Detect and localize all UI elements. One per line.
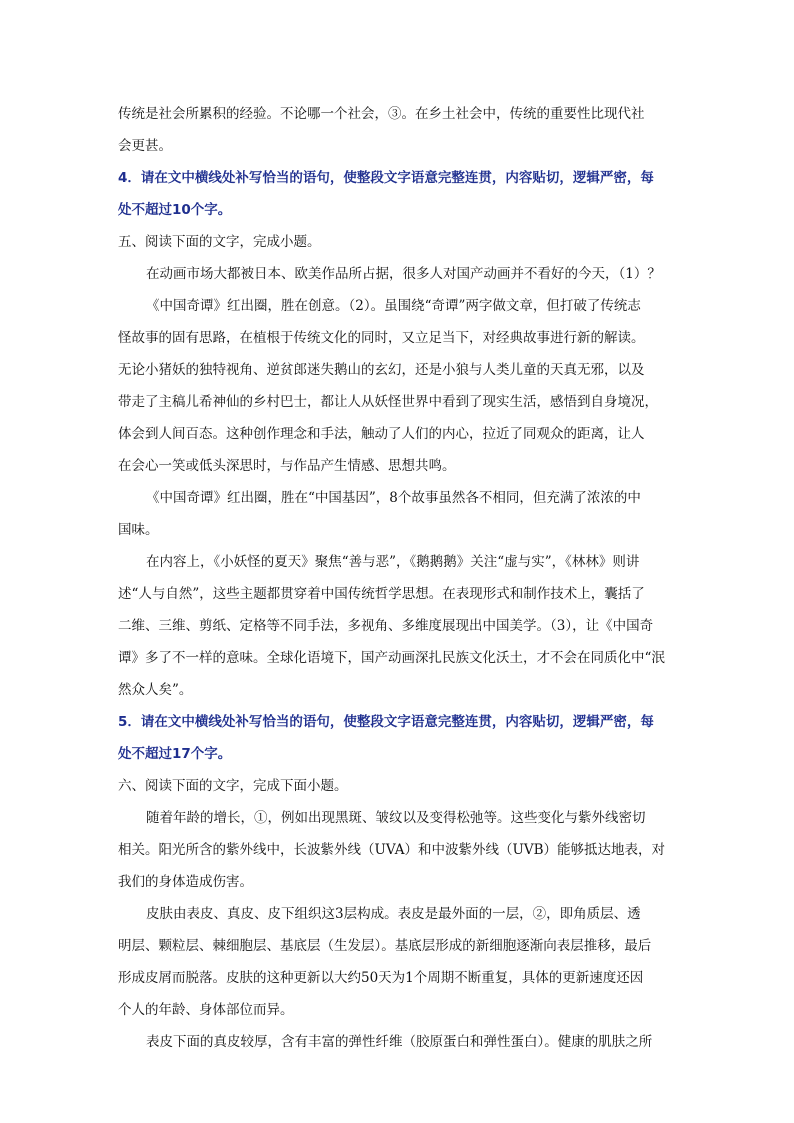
- paragraph-line: 会更甚。: [118, 138, 172, 154]
- paragraph-line: 怪故事的固有思路，在植根于传统文化的同时，又立足当下，对经典故事进行新的解读。: [118, 330, 645, 346]
- paragraph-line: 表皮下面的真皮较厚，含有丰富的弹性纤维（胶原蛋白和弹性蛋白）。健康的肌肤之所: [146, 1034, 653, 1050]
- paragraph-line: 《中国奇谭》红出圈，胜在创意。（2）。虽围绕“奇谭”两字做文章，但打破了传统志: [146, 298, 641, 314]
- paragraph-line: 谭》多了不一样的意味。全球化语境下，国产动画深扎民族文化沃土，才不会在同质化中“泯: [118, 650, 665, 666]
- paragraph-line: 传统是社会所累积的经验。不论哪一个社会，③。在乡土社会中，传统的重要性比现代社: [118, 106, 645, 122]
- paragraph-line: 带走了主稿儿希神仙的乡村巴士，都让人从妖怪世界中看到了现实生活，感悟到自身境况，: [118, 394, 658, 410]
- paragraph-line: 国味。: [118, 522, 159, 538]
- paragraph-line: 形成皮屑而脱落。皮肤的这种更新以大约50天为1个周期不断重复，具体的更新速度还因: [118, 970, 644, 986]
- paragraph-line: 二维、三维、剪纸、定格等不同手法，多视角、多维度展现出中国美学。（3），让《中国奇: [118, 618, 654, 634]
- document-page: [118, 98, 678, 1058]
- paragraph-line: 相关。阳光所含的紫外线中，长波紫外线（UVA）和中波紫外线（UVB）能够抵达地表，对: [118, 842, 666, 858]
- question-line: 处不超过17个字。: [118, 746, 232, 762]
- paragraph-line: 我们的身体造成伤害。: [118, 874, 253, 890]
- paragraph-line: 皮肤由表皮、真皮、皮下组织这3层构成。表皮是最外面的一层，②，即角质层、透: [146, 906, 641, 922]
- section-heading: 五、阅读下面的文字，完成小题。: [118, 234, 321, 250]
- question-line: 处不超过10个字。: [118, 202, 232, 218]
- paragraph-line: 《中国奇谭》红出圈，胜在“中国基因”，8个故事虽然各不相同，但充满了浓浓的中: [146, 490, 641, 506]
- paragraph-line: 述“人与自然”，这些主题都贯穿着中国传统哲学思想。在表现形式和制作技术上，囊括了: [118, 586, 645, 602]
- paragraph-line: 个人的年龄、身体部位而异。: [118, 1002, 294, 1018]
- paragraph-line: 在会心一笑或低头深思时，与作品产生情感、思想共鸣。: [118, 458, 456, 474]
- paragraph-line: 无论小猪妖的独特视角、逆贫郎迷失鹅山的玄幻，还是小狼与人类儿童的天真无邪，以及: [118, 362, 645, 378]
- paragraph-line: 在动画市场大都被日本、欧美作品所占据，很多人对国产动画并不看好的今天，（1）？: [146, 266, 661, 282]
- paragraph-line: 然众人矣”。: [118, 682, 193, 698]
- section-heading: 六、阅读下面的文字，完成下面小题。: [118, 778, 348, 794]
- paragraph-line: 在内容上，《小妖怪的夏天》聚焦“善与恶”，《鹅鹅鹅》关注“虚与实”，《林林》则讲: [146, 554, 640, 570]
- question-line: 5．请在文中横线处补写恰当的语句，使整段文字语意完整连贯，内容贴切，逻辑严密，每: [118, 714, 654, 730]
- paragraph-line: 随着年龄的增长，①，例如出现黑斑、皱纹以及变得松弛等。这些变化与紫外线密切: [146, 810, 646, 826]
- question-line: 4．请在文中横线处补写恰当的语句，使整段文字语意完整连贯，内容贴切，逻辑严密，每: [118, 170, 654, 186]
- paragraph-line: 体会到人间百态。这种创作理念和手法，触动了人们的内心，拉近了同观众的距离，让人: [118, 426, 645, 442]
- paragraph-line: 明层、颗粒层、棘细胞层、基底层（生发层）。基底层形成的新细胞逐渐向表层推移，最后: [118, 938, 652, 954]
